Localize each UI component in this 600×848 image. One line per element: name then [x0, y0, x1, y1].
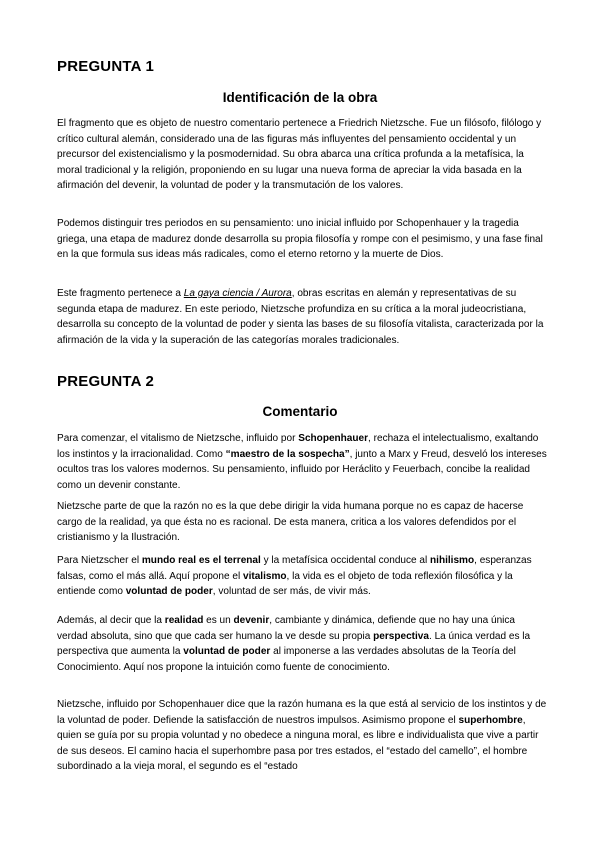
text-run: , obras escritas en alemán y representativas de su segunda etapa de madurez. En este periodo, Nietzsche profundiza en su crítica a la moral judeocristiana, desarrolla su concepto de la voluntad de poder y sienta las bases de su filosofía vitalista, caracterizada por la afirmación de la vida y la superación de las categorías morales tradicionales.: [57, 288, 544, 346]
section-heading-pregunta-2: PREGUNTA 2: [57, 373, 155, 390]
subheading-comentario: Comentario: [262, 404, 338, 419]
text-run: Además, al decir que la: [57, 615, 165, 626]
paragraph-text: Podemos distinguir tres periodos en su pensamiento: uno inicial influido por Schopenhauer y la tragedia griega, una etapa de madurez donde desarrolla su propia filosofía y rompe con el pesimismo, y una fase final en la que formula sus ideas más radicales, como el eterno retorno y la muerte de Dios.: [57, 218, 543, 261]
section-heading-pregunta-1: PREGUNTA 1: [57, 58, 155, 75]
bold-term: devenir: [233, 615, 270, 626]
paragraph-mundo-real: [57, 553, 547, 600]
text-run: , esperanzas falsas, como el más allá. Aquí propone el: [57, 555, 532, 582]
bold-term: mundo real es el terrenal: [141, 555, 261, 566]
paragraph-periods: [57, 216, 547, 263]
bold-term: voluntad de poder: [125, 586, 213, 598]
text-run: Para comenzar, el vitalismo de Nietzsche, influido por: [57, 433, 299, 444]
paragraph-vitalismo: [57, 431, 547, 493]
bold-term: Schopenhauer: [298, 433, 369, 444]
text-run: , junto a Marx y Freud, desveló los intereses ocultos tras los valores modernos. Su pensamiento, influido por Heráclito y Feuerbach, concibe la realidad como un devenir constante.: [57, 448, 547, 491]
bold-term: voluntad de poder: [183, 646, 271, 658]
text-run: Nietzsche, influido por Schopenhauer dice que la razón humana es la que está al servicio de los instintos y de la voluntad de poder. Defiende la satisfacción de nuestros impulsos. Asimismo propone el: [57, 699, 547, 726]
paragraph-razon: [57, 499, 547, 546]
paragraph-superhombre: [57, 697, 547, 775]
bold-term: nihilismo: [430, 555, 475, 566]
text-run: , quien se guía por su propia voluntad y no obedece a ninguna moral, es libre e individualista que vive a partir de sus deseos. El camino hacia el superhombre pasa por tres estados, el “estado del camello”, el hombre subordinado a la vieja moral, el segundo es el “estado: [57, 714, 539, 773]
bold-term: realidad: [164, 615, 204, 626]
text-run: al imponerse a las verdades absolutas de la Teoría del Conocimiento. Aquí nos propone la intuición como fuente de conocimiento.: [57, 646, 516, 673]
paragraph-text: Nietzsche parte de que la razón no es la que debe dirigir la vida humana porque no es capaz de hacerse cargo de la realidad, ya que ésta no es racional. De esta manera, critica a los valores defendidos por el cristianismo y la Ilustración.: [57, 501, 524, 544]
bold-term: “maestro de la sospecha”: [225, 448, 350, 460]
paragraph-perspectiva: [57, 613, 547, 675]
text-run: y la metafísica occidental conduce al: [260, 555, 431, 566]
paragraph-author-intro: [57, 116, 547, 194]
subheading-identificacion: Identificación de la obra: [222, 90, 378, 105]
paragraph-text: El fragmento que es objeto de nuestro comentario pertenece a Friedrich Nietzsche. Fue un filósofo, filólogo y crítico cultural alemán, considerado una de las figuras más influyentes del pensamiento occidental y un precursor del existencialismo y la posmodernidad. Su obra abarca una crítica profunda a la metafísica, la moral tradicional y la religión, proponiendo en su lugar una nueva forma de apreciar la vida basada en la afirmación del devenir, la voluntad de poder y la transmutación de los valores.: [57, 118, 542, 192]
text-run: , voluntad de ser más, de vivir más.: [212, 586, 371, 598]
text-run: , rechaza el intelectualismo, exaltando los instintos y la irracionalidad. Como: [57, 433, 539, 460]
text-run: . La única verdad es la perspectiva que aumenta la: [57, 630, 531, 658]
bold-term: vitalismo: [242, 570, 287, 582]
paragraph-work: [57, 286, 547, 348]
text-run: Este fragmento pertenece a: [57, 288, 184, 299]
text-run: , cambiante y dinámica, defiende que no hay una única verdad absoluta, sino que que cada ser humano la ve desde su propia: [57, 615, 516, 642]
text-run: es un: [203, 615, 234, 626]
work-title-link[interactable]: La gaya ciencia / Aurora: [183, 288, 292, 299]
bold-term: perspectiva: [373, 630, 429, 642]
text-run: Para Nietzscher el: [57, 555, 142, 566]
text-run: , la vida es el objeto de toda reflexión filosófica y la entiende como: [57, 570, 513, 598]
bold-term: superhombre: [458, 714, 523, 726]
